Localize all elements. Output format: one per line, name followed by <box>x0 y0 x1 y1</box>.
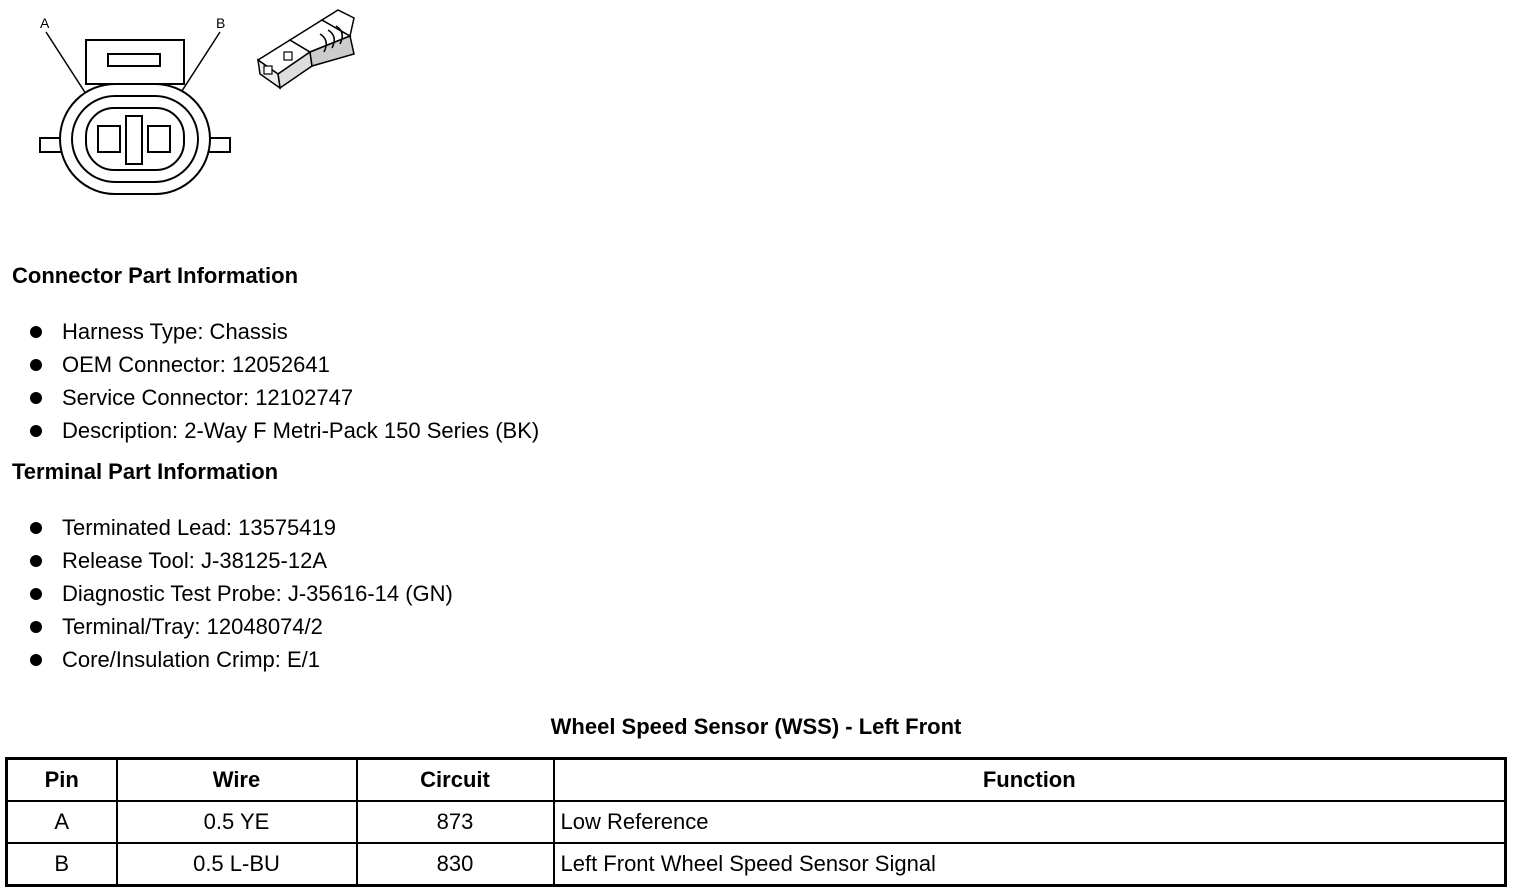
list-item: OEM Connector: 12052641 <box>28 348 539 381</box>
terminal-a <box>98 126 120 152</box>
terminal-info-heading: Terminal Part Information <box>12 459 279 484</box>
list-item: Service Connector: 12102747 <box>28 381 539 414</box>
terminal-info-list <box>28 511 453 676</box>
bullet-icon <box>30 359 42 371</box>
header-wire: Wire <box>117 759 357 802</box>
list-item: Release Tool: J-38125-12A <box>28 544 453 577</box>
bullet-icon <box>30 326 42 338</box>
header-function: Function <box>554 759 1506 802</box>
cell-function: Low Reference <box>554 801 1506 843</box>
cell-pin: A <box>7 801 117 843</box>
list-item: Description: 2-Way F Metri-Pack 150 Series (BK) <box>28 414 539 447</box>
cell-wire: 0.5 YE <box>117 801 357 843</box>
center-key <box>126 116 142 164</box>
connector-face-diagram <box>30 8 250 208</box>
connector-info-list <box>28 315 539 447</box>
bullet-icon <box>30 425 42 437</box>
table-header-row <box>7 759 1506 802</box>
connector-info-heading: Connector Part Information <box>12 263 299 288</box>
terminal-b <box>148 126 170 152</box>
cell-circuit: 873 <box>357 801 554 843</box>
cell-circuit: 830 <box>357 843 554 886</box>
list-item: Harness Type: Chassis <box>28 315 539 348</box>
bullet-icon <box>30 392 42 404</box>
lock-tab-slot <box>108 54 160 66</box>
list-item: Terminated Lead: 13575419 <box>28 511 453 544</box>
cell-function: Left Front Wheel Speed Sensor Signal <box>554 843 1506 886</box>
connector-3d-thumbnail <box>250 0 362 100</box>
table-row <box>7 843 1506 886</box>
list-item: Diagnostic Test Probe: J-35616-14 (GN) <box>28 577 453 610</box>
cell-pin: B <box>7 843 117 886</box>
header-pin: Pin <box>7 759 117 802</box>
header-circuit: Circuit <box>357 759 554 802</box>
table-row <box>7 801 1506 843</box>
list-item: Core/Insulation Crimp: E/1 <box>28 643 453 676</box>
bullet-icon <box>30 621 42 633</box>
pin-a-callout-label: A <box>40 15 50 31</box>
bullet-icon <box>30 522 42 534</box>
bullet-icon <box>30 588 42 600</box>
list-item: Terminal/Tray: 12048074/2 <box>28 610 453 643</box>
pin-table-title: Wheel Speed Sensor (WSS) - Left Front <box>550 714 962 739</box>
bullet-icon <box>30 654 42 666</box>
cell-wire: 0.5 L-BU <box>117 843 357 886</box>
pin-table <box>5 757 1507 887</box>
bullet-icon <box>30 555 42 567</box>
pin-b-callout-label: B <box>216 15 226 31</box>
